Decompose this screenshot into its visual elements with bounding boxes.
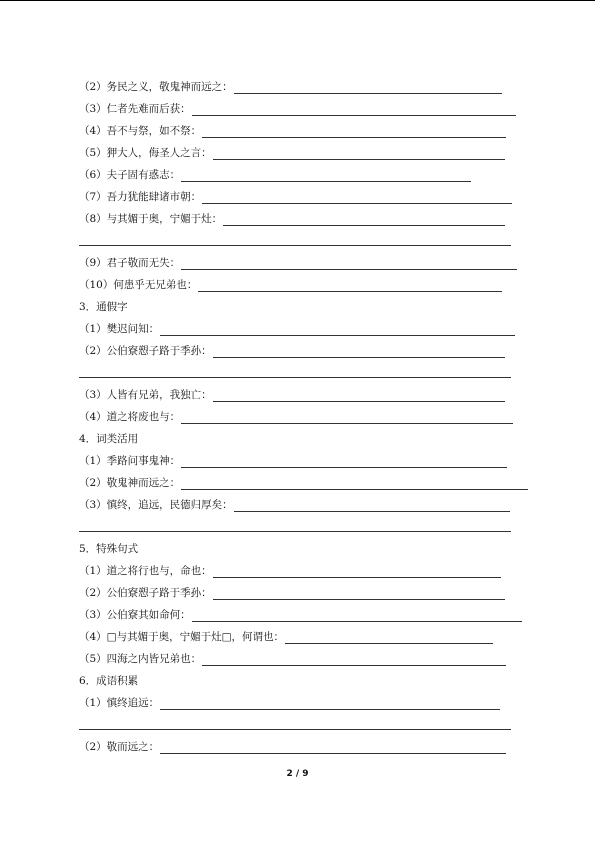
item-prompt: （4）吾不与祭，如不祭： bbox=[79, 125, 202, 137]
item-prompt: （3）仁者先难而后获： bbox=[79, 103, 191, 115]
page-top-border bbox=[0, 0, 595, 1]
answer-blank[interactable] bbox=[213, 148, 505, 160]
answer-blank[interactable] bbox=[202, 654, 506, 666]
exercise-item bbox=[79, 322, 515, 336]
exercise-item bbox=[79, 102, 516, 116]
item-prompt: （4）□与其媚于奥，宁媚于灶□，何谓也： bbox=[79, 631, 285, 643]
item-prompt: （3）公伯寮其如命何： bbox=[79, 609, 191, 621]
answer-blank[interactable] bbox=[192, 610, 522, 622]
item-prompt: （3）人皆有兄弟，我独亡： bbox=[79, 389, 212, 401]
answer-line[interactable] bbox=[79, 245, 511, 246]
exercise-item bbox=[79, 476, 528, 490]
section-heading: 6．成语积累 bbox=[79, 675, 139, 687]
answer-blank[interactable] bbox=[213, 566, 501, 578]
item-prompt: （3）慎终，追远，民德归厚矣： bbox=[79, 499, 233, 511]
answer-blank[interactable] bbox=[213, 390, 505, 402]
answer-blank[interactable] bbox=[285, 632, 493, 644]
exercise-item bbox=[79, 652, 506, 666]
answer-blank[interactable] bbox=[234, 82, 502, 94]
answer-blank[interactable] bbox=[202, 192, 512, 204]
item-prompt: （5）狎大人，侮圣人之言： bbox=[79, 147, 212, 159]
item-prompt: （4）道之将废也与： bbox=[79, 411, 181, 423]
answer-blank[interactable] bbox=[160, 742, 506, 754]
exercise-item bbox=[79, 212, 505, 226]
answer-blank[interactable] bbox=[181, 258, 517, 270]
item-prompt: （2）公伯寮愬子路于季孙： bbox=[79, 345, 212, 357]
answer-blank[interactable] bbox=[181, 478, 528, 490]
answer-line[interactable] bbox=[79, 729, 511, 730]
answer-blank[interactable] bbox=[213, 346, 505, 358]
item-prompt: （2）敬而远之： bbox=[79, 741, 160, 753]
exercise-item bbox=[79, 740, 506, 754]
answer-blank[interactable] bbox=[181, 170, 471, 182]
answer-blank[interactable] bbox=[202, 126, 506, 138]
exercise-item bbox=[79, 168, 471, 182]
item-prompt: （2）敬鬼神而远之： bbox=[79, 477, 181, 489]
item-prompt: （10）何患乎无兄弟也： bbox=[79, 279, 198, 291]
answer-blank[interactable] bbox=[223, 214, 505, 226]
answer-line[interactable] bbox=[79, 377, 511, 378]
item-prompt: （1）樊迟问知： bbox=[79, 323, 160, 335]
exercise-item bbox=[79, 388, 505, 402]
exercise-item bbox=[79, 630, 493, 644]
exercise-item bbox=[79, 564, 501, 578]
exercise-item bbox=[79, 256, 517, 270]
answer-blank[interactable] bbox=[213, 588, 505, 600]
section-heading: 3．通假字 bbox=[79, 301, 128, 313]
exercise-item bbox=[79, 80, 502, 94]
answer-blank[interactable] bbox=[192, 104, 516, 116]
item-prompt: （9）君子敬而无失： bbox=[79, 257, 181, 269]
exercise-item bbox=[79, 454, 507, 468]
answer-blank[interactable] bbox=[160, 698, 500, 710]
exercise-item bbox=[79, 410, 513, 424]
answer-blank[interactable] bbox=[160, 324, 515, 336]
item-prompt: （5）四海之内皆兄弟也： bbox=[79, 653, 202, 665]
item-prompt: （1）季路问事鬼神： bbox=[79, 455, 181, 467]
exercise-item bbox=[79, 586, 505, 600]
item-prompt: （2）务民之义，敬鬼神而远之： bbox=[79, 81, 233, 93]
exercise-item bbox=[79, 278, 502, 292]
exercise-item bbox=[79, 146, 505, 160]
exercise-item bbox=[79, 190, 512, 204]
answer-blank[interactable] bbox=[234, 500, 510, 512]
item-prompt: （6）夫子固有惑志： bbox=[79, 169, 181, 181]
exercise-item bbox=[79, 124, 506, 138]
page-number: 2 / 9 bbox=[286, 769, 309, 779]
item-prompt: （7）吾力犹能肆诸市朝： bbox=[79, 191, 202, 203]
section-heading: 5．特殊句式 bbox=[79, 543, 139, 555]
answer-blank[interactable] bbox=[198, 280, 502, 292]
item-prompt: （1）慎终追远： bbox=[79, 697, 160, 709]
exercise-item bbox=[79, 498, 510, 512]
answer-blank[interactable] bbox=[181, 412, 513, 424]
item-prompt: （8）与其媚于奥，宁媚于灶： bbox=[79, 213, 223, 225]
item-prompt: （2）公伯寮愬子路于季孙： bbox=[79, 587, 212, 599]
answer-line[interactable] bbox=[79, 531, 511, 532]
exercise-item bbox=[79, 696, 500, 710]
exercise-item bbox=[79, 608, 522, 622]
answer-blank[interactable] bbox=[181, 456, 507, 468]
item-prompt: （1）道之将行也与，命也： bbox=[79, 565, 212, 577]
exercise-item bbox=[79, 344, 505, 358]
section-heading: 4．词类活用 bbox=[79, 433, 139, 445]
